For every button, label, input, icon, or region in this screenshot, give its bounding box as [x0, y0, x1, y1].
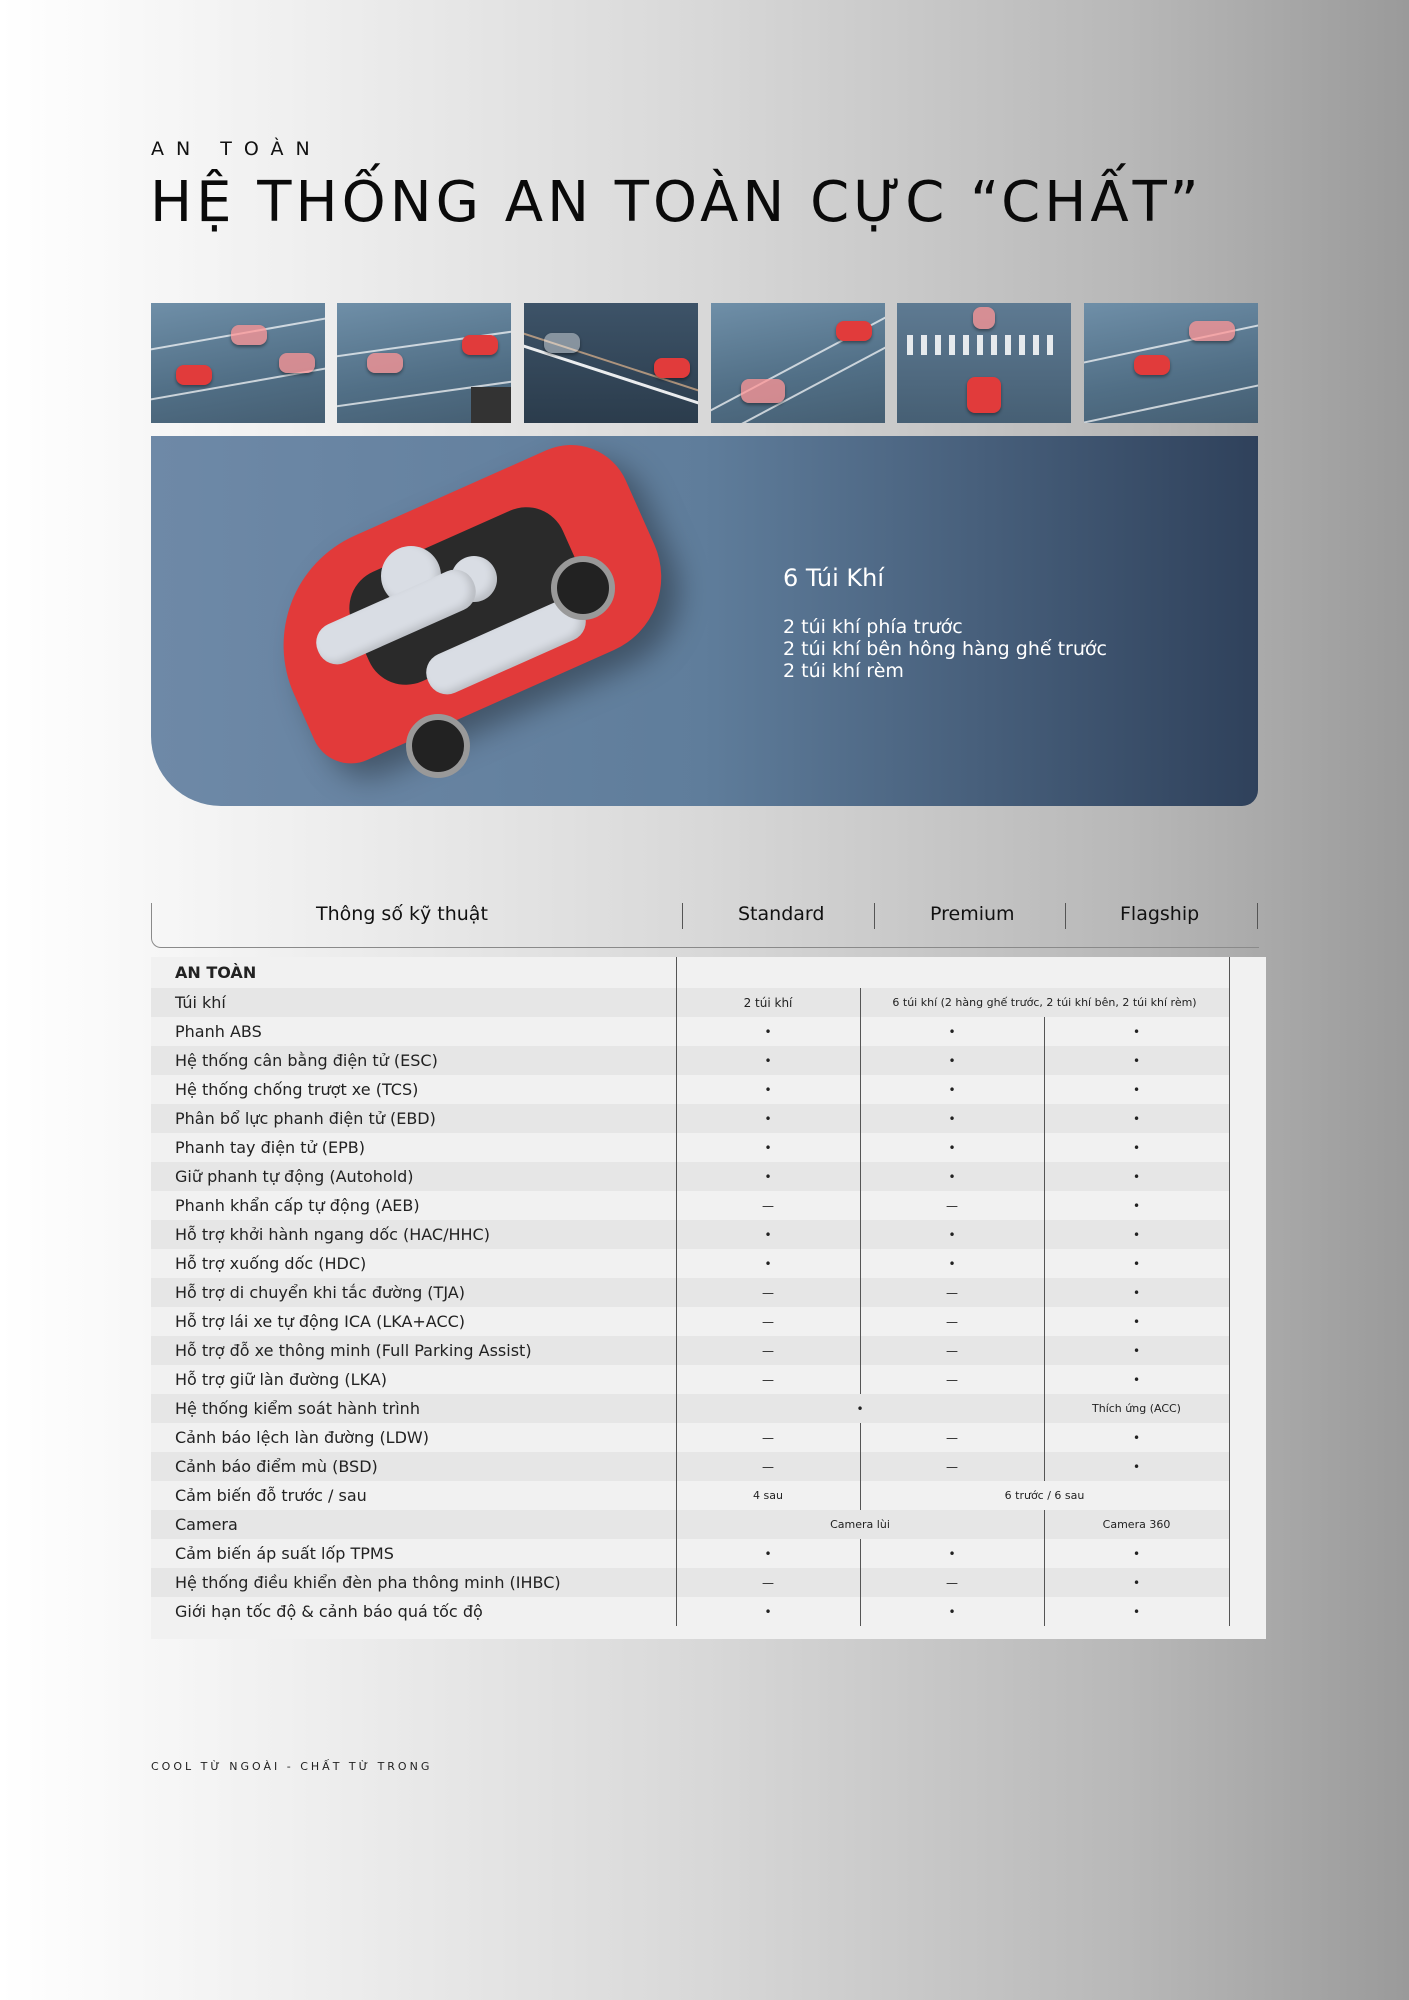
table-row: Hệ thống điều khiển đèn pha thông minh (IHBC) — — • [151, 1568, 1229, 1597]
airbag-banner [151, 436, 1258, 806]
section-eyebrow: AN TOÀN [151, 138, 322, 160]
banner-line: 2 túi khí phía trước [783, 616, 963, 638]
thumbnail-image [1084, 303, 1258, 423]
banner-title: 6 Túi Khí [783, 564, 885, 592]
safety-spec-table [151, 957, 1266, 1639]
page-title: HỆ THỐNG AN TOÀN CỰC “CHẤT” [150, 170, 1203, 235]
thumbnail-image [897, 303, 1071, 423]
table-row: Hỗ trợ khởi hành ngang dốc (HAC/HHC) • • • [151, 1220, 1229, 1249]
table-row: Phanh khẩn cấp tự động (AEB) — — • [151, 1191, 1229, 1220]
table-row: Camera Camera lùi Camera 360 [151, 1510, 1229, 1539]
table-row: Phanh tay điện tử (EPB) • • • [151, 1133, 1229, 1162]
trim-standard: Standard [738, 903, 825, 925]
table-row: Cảnh báo điểm mù (BSD) — — • [151, 1452, 1229, 1481]
table-row: Hỗ trợ lái xe tự động ICA (LKA+ACC) — — • [151, 1307, 1229, 1336]
table-row: Hệ thống chống trượt xe (TCS) • • • [151, 1075, 1229, 1104]
banner-line: 2 túi khí bên hông hàng ghế trước [783, 638, 1107, 660]
table-row: Cảm biến đỗ trước / sau 4 sau 6 trước / 6 sau [151, 1481, 1229, 1510]
thumbnail-image [524, 303, 698, 423]
table-row: Giữ phanh tự động (Autohold) • • • [151, 1162, 1229, 1191]
table-row: Hệ thống cân bằng điện tử (ESC) • • • [151, 1046, 1229, 1075]
thumbnail-image [151, 303, 325, 423]
table-row: Phanh ABS • • • [151, 1017, 1229, 1046]
banner-line: 2 túi khí rèm [783, 660, 904, 682]
table-row: Hỗ trợ giữ làn đường (LKA) — — • [151, 1365, 1229, 1394]
table-row: Phân bổ lực phanh điện tử (EBD) • • • [151, 1104, 1229, 1133]
table-row: Cảnh báo lệch làn đường (LDW) — — • [151, 1423, 1229, 1452]
table-row: Túi khí 2 túi khí 6 túi khí (2 hàng ghế trước, 2 túi khí bên, 2 túi khí rèm) [151, 988, 1229, 1017]
table-row: Hỗ trợ di chuyển khi tắc đường (TJA) — — • [151, 1278, 1229, 1307]
table-row: Cảm biến áp suất lốp TPMS • • • [151, 1539, 1229, 1568]
table-row: Hỗ trợ xuống dốc (HDC) • • • [151, 1249, 1229, 1278]
trim-flagship: Flagship [1120, 903, 1200, 925]
footer-tagline: COOL TỪ NGOÀI - CHẤT TỪ TRONG [151, 1760, 433, 1773]
banner-details [783, 616, 1107, 682]
spec-header-label: Thông số kỹ thuật [316, 903, 488, 925]
thumbnail-image [337, 303, 511, 423]
trim-premium: Premium [930, 903, 1015, 925]
thumbnail-image [711, 303, 885, 423]
table-row: Giới hạn tốc độ & cảnh báo quá tốc độ • • • [151, 1597, 1229, 1626]
table-section-title: AN TOÀN [175, 963, 257, 982]
table-row: Hệ thống kiểm soát hành trình • Thích ứng (ACC) [151, 1394, 1229, 1423]
table-row: Hỗ trợ đỗ xe thông minh (Full Parking Assist) — — • [151, 1336, 1229, 1365]
feature-thumbnails [151, 303, 1258, 423]
spec-header [151, 903, 1259, 948]
